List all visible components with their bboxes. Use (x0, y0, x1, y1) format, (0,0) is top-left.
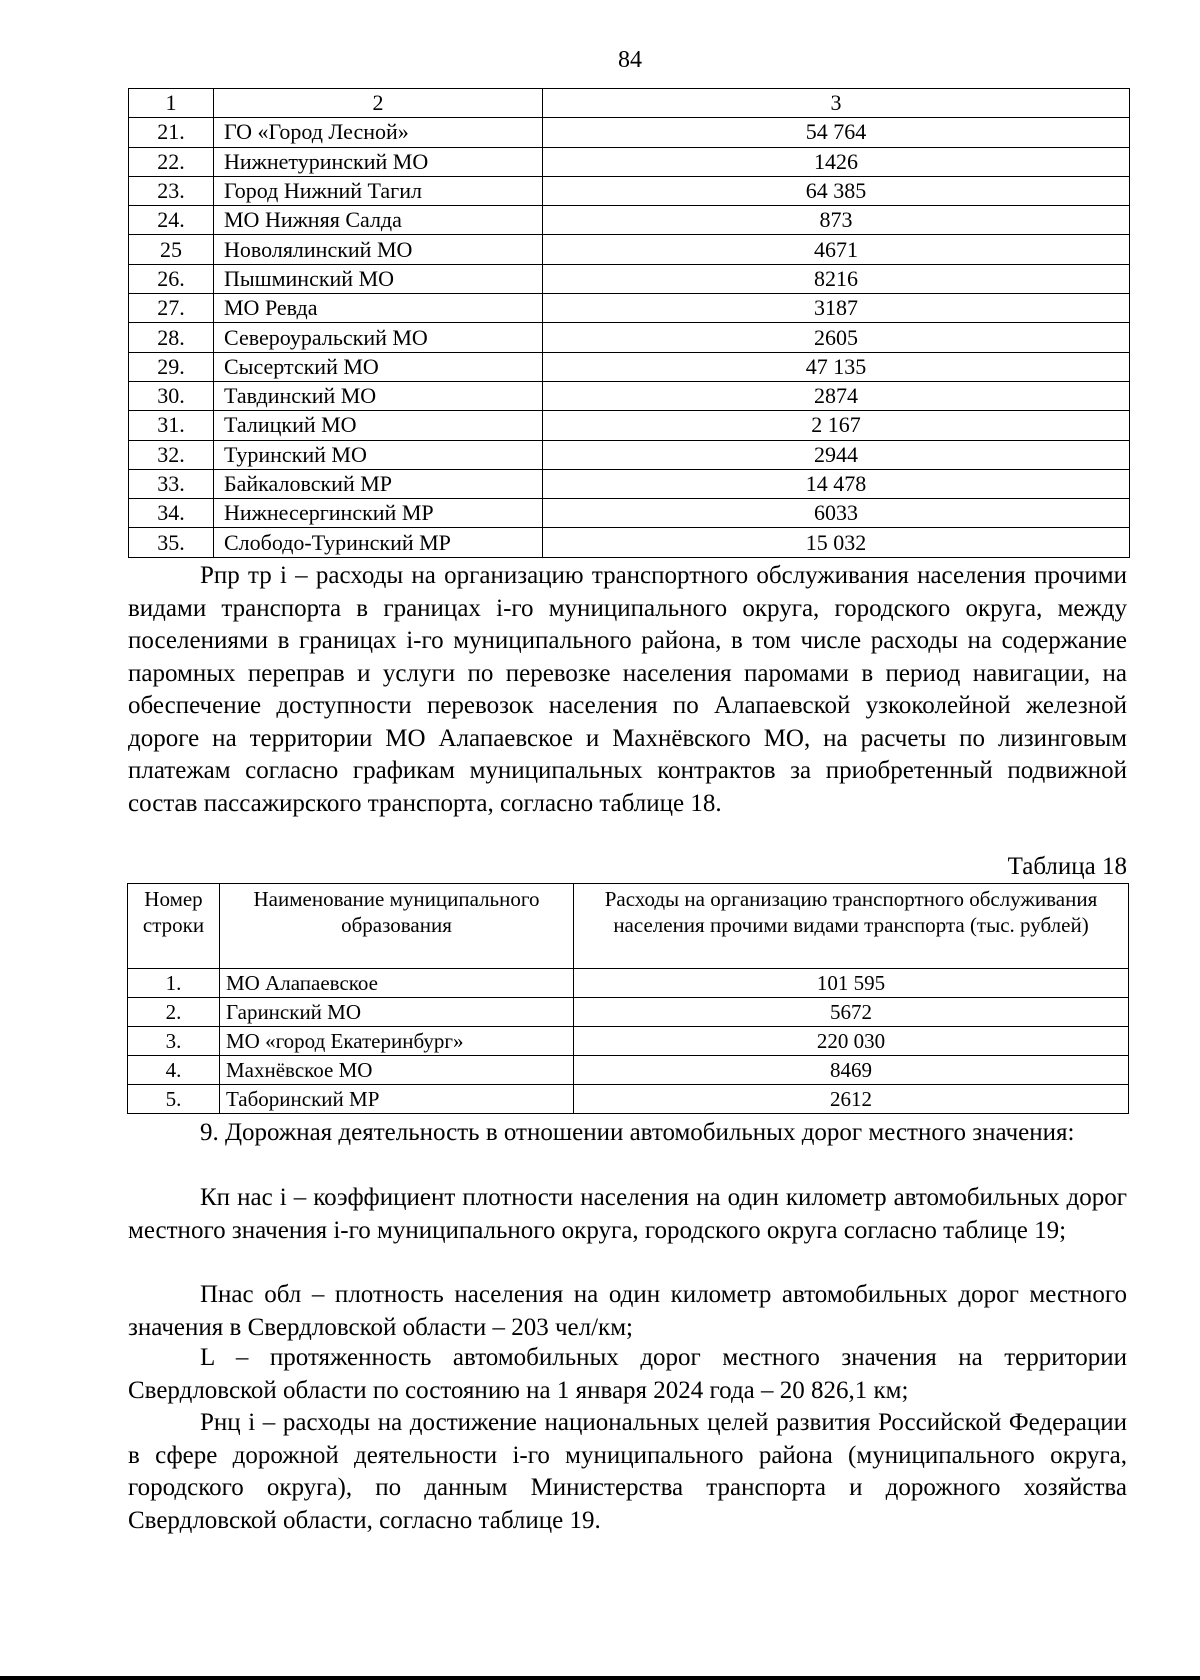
paragraph-text: Кп нас i – коэффициент плотности населения на один километр автомобильных дорог местного значения i-го муниципального округа, городского округа согласно таблице 19; (128, 1184, 1127, 1244)
table-header-row (129, 89, 1130, 118)
municipality-name: Тавдинский МО (214, 381, 543, 410)
municipality-name: Талицкий МО (214, 411, 543, 440)
paragraph-text: L – протяженность автомобильных дорог местного значения на территории Свердловской области по состоянию на 1 января 2024 года – 20 826,1 км; (128, 1344, 1127, 1404)
table-header-row (128, 884, 1129, 969)
header-cell: 1 (129, 89, 214, 118)
table-row (129, 469, 1130, 498)
amount: 2 167 (543, 411, 1130, 440)
row-number: 27. (129, 294, 214, 323)
table-18 (127, 883, 1129, 1114)
table-row (129, 499, 1130, 528)
table-row (129, 176, 1130, 205)
row-number: 31. (129, 411, 214, 440)
paragraph-l-definition (128, 1342, 1127, 1407)
municipality-name: МО Алапаевское (220, 969, 574, 998)
row-number: 5. (128, 1085, 220, 1114)
row-number: 32. (129, 440, 214, 469)
amount: 2874 (543, 381, 1130, 410)
section-9-heading (128, 1117, 1127, 1150)
amount: 15 032 (543, 528, 1130, 557)
amount: 8469 (574, 1056, 1129, 1085)
amount: 2605 (543, 323, 1130, 352)
row-number: 35. (129, 528, 214, 557)
municipality-name: Байкаловский МР (214, 469, 543, 498)
amount: 101 595 (574, 969, 1129, 998)
row-number: 34. (129, 499, 214, 528)
amount: 64 385 (543, 176, 1130, 205)
table-row (129, 118, 1130, 147)
table-row (129, 206, 1130, 235)
amount: 873 (543, 206, 1130, 235)
header-cell: 2 (214, 89, 543, 118)
amount: 220 030 (574, 1027, 1129, 1056)
header-expenses: Расходы на организацию транспортного обслуживания населения прочими видами транспорта (тыс. рублей) (574, 884, 1129, 969)
municipality-name: Город Нижний Тагил (214, 176, 543, 205)
amount: 6033 (543, 499, 1130, 528)
table-row (128, 998, 1129, 1027)
paragraph-text: Рнц i – расходы на достижение национальных целей развития Российской Федерации в сфере дорожной деятельности i-го муниципального района (муниципального округа, городского округа), по данным Министерства транспорта и дорожного хозяйства Свердловской области, согласно таблице 19. (128, 1409, 1127, 1534)
municipality-name: ГО «Город Лесной» (214, 118, 543, 147)
table-row (129, 352, 1130, 381)
header-row-number: Номер строки (128, 884, 220, 969)
amount: 47 135 (543, 352, 1130, 381)
row-number: 21. (129, 118, 214, 147)
table-row (129, 381, 1130, 410)
page-number: 84 (618, 47, 642, 73)
row-number: 23. (129, 176, 214, 205)
table-row (129, 294, 1130, 323)
table-row (128, 1027, 1129, 1056)
scan-bottom-edge (0, 1676, 1200, 1680)
municipality-name: МО Нижняя Салда (214, 206, 543, 235)
table-18-caption: Таблица 18 (1007, 853, 1127, 880)
paragraph-text: Пнас обл – плотность населения на один километр автомобильных дорог местного значения в Свердловской области – 203 чел/км; (128, 1281, 1127, 1341)
municipality-name: Махнёвское МО (220, 1056, 574, 1085)
paragraph-rpr-definition (128, 560, 1127, 820)
paragraph-text: Рпр тр i – расходы на организацию транспортного обслуживания населения прочими видами транспорта в границах i-го муниципального округа, городского округа, между поселениями в границах i-го муниципального района, в том числе расходы на содержание паромных переправ и услуги по перевозке населения паромами в период навигации, на обеспечение доступности перевозок населения по Алапаевской узкоколейной железной дороге на территории МО Алапаевское и Махнёвского МО, на расчеты по лизинговым платежам согласно графикам муниципальных контрактов за приобретенный подвижной состав пассажирского транспорта, согласно таблице 18. (128, 562, 1127, 817)
municipality-name: Сысертский МО (214, 352, 543, 381)
municipality-name: Таборинский МР (220, 1085, 574, 1114)
municipality-name: Североуральский МО (214, 323, 543, 352)
amount: 4671 (543, 235, 1130, 264)
row-number: 26. (129, 264, 214, 293)
table-row (129, 235, 1130, 264)
municipality-name: Новолялинский МО (214, 235, 543, 264)
row-number: 29. (129, 352, 214, 381)
municipality-name: Гаринский МО (220, 998, 574, 1027)
paragraph-text: 9. Дорожная деятельность в отношении автомобильных дорог местного значения: (200, 1119, 1075, 1146)
table-row (128, 1056, 1129, 1085)
paragraph-pnas-definition (128, 1279, 1127, 1344)
row-number: 28. (129, 323, 214, 352)
table-row (128, 969, 1129, 998)
municipality-name: Пышминский МО (214, 264, 543, 293)
amount: 1426 (543, 147, 1130, 176)
municipality-name: Нижнетуринский МО (214, 147, 543, 176)
amount: 5672 (574, 998, 1129, 1027)
amount: 2944 (543, 440, 1130, 469)
row-number: 33. (129, 469, 214, 498)
table-row (129, 411, 1130, 440)
municipality-name: Слободо-Туринский МР (214, 528, 543, 557)
table-row (128, 1085, 1129, 1114)
row-number: 30. (129, 381, 214, 410)
municipality-name: Нижнесергинский МР (214, 499, 543, 528)
header-cell: 3 (543, 89, 1130, 118)
municipality-name: МО Ревда (214, 294, 543, 323)
header-municipality-name: Наименование муниципального образования (220, 884, 574, 969)
amount: 3187 (543, 294, 1130, 323)
row-number: 2. (128, 998, 220, 1027)
municipal-expenses-table-continued (128, 88, 1130, 558)
paragraph-rnc-definition (128, 1407, 1127, 1537)
table-row (129, 528, 1130, 557)
row-number: 24. (129, 206, 214, 235)
row-number: 22. (129, 147, 214, 176)
amount: 54 764 (543, 118, 1130, 147)
row-number: 1. (128, 969, 220, 998)
row-number: 3. (128, 1027, 220, 1056)
amount: 2612 (574, 1085, 1129, 1114)
municipality-name: Туринский МО (214, 440, 543, 469)
paragraph-kp-definition (128, 1182, 1127, 1247)
table-row (129, 264, 1130, 293)
row-number: 25 (129, 235, 214, 264)
row-number: 4. (128, 1056, 220, 1085)
table-row (129, 440, 1130, 469)
municipality-name: МО «город Екатеринбург» (220, 1027, 574, 1056)
amount: 14 478 (543, 469, 1130, 498)
table-row (129, 323, 1130, 352)
amount: 8216 (543, 264, 1130, 293)
table-row (129, 147, 1130, 176)
